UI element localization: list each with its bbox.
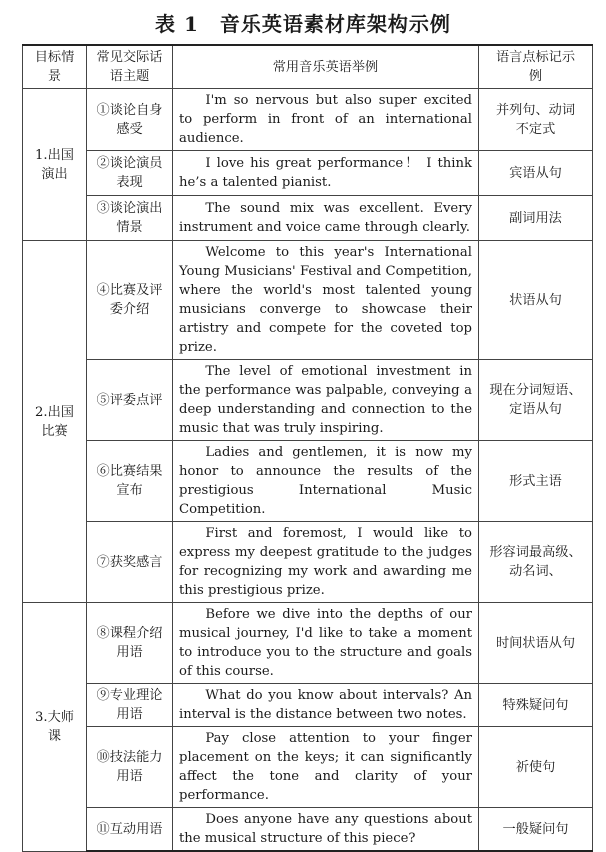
example-cell: What do you know about intervals? An interval is the distance between two notes. (173, 684, 479, 727)
topic-cell: ⑩技法能力用语 (87, 727, 173, 808)
table-row (23, 808, 593, 852)
goal-cell: 1.出国演出 (23, 89, 87, 241)
topic-cell: ⑦获奖感言 (87, 522, 173, 603)
topic-cell: ⑧课程介绍用语 (87, 603, 173, 684)
language-point-cell: 一般疑问句 (479, 808, 593, 852)
header-goal: 目标情景 (23, 45, 87, 89)
language-point-cell: 时间状语从句 (479, 603, 593, 684)
language-point-cell: 宾语从句 (479, 151, 593, 196)
example-cell: Does anyone have any questions about the musical structure of this piece? (173, 808, 479, 852)
example-cell: Pay close attention to your finger placement on the keys; it can significantly affect the tone and clarity of your performance. (173, 727, 479, 808)
language-point-cell: 形容词最高级、动名词、 (479, 522, 593, 603)
material-library-table (22, 44, 593, 852)
topic-cell: ⑥比赛结果宣布 (87, 441, 173, 522)
table-title: 表 1 音乐英语素材库架构示例 (155, 12, 451, 36)
language-point-cell: 现在分词短语、定语从句 (479, 360, 593, 441)
table-row (23, 360, 593, 441)
topic-cell: ⑪互动用语 (87, 808, 173, 852)
topic-cell: ⑤评委点评 (87, 360, 173, 441)
goal-cell: 3.大师课 (23, 603, 87, 852)
header-lang: 语言点标记示例 (479, 45, 593, 89)
language-point-cell: 特殊疑问句 (479, 684, 593, 727)
example-cell: Ladies and gentlemen, it is now my honor to announce the results of the prestigious International Music Competition. (173, 441, 479, 522)
header-topic: 常见交际话语主题 (87, 45, 173, 89)
example-cell: First and foremost, I would like to express my deepest gratitude to the judges for recognizing my work and awarding me this prestigious prize. (173, 522, 479, 603)
table-row (23, 727, 593, 808)
table-row (23, 89, 593, 151)
topic-cell: ③谈论演出情景 (87, 196, 173, 241)
example-cell: The sound mix was excellent. Every instrument and voice came through clearly. (173, 196, 479, 241)
header-row (23, 45, 593, 89)
table-row (23, 241, 593, 360)
table-row (23, 196, 593, 241)
goal-cell: 2.出国比赛 (23, 241, 87, 603)
example-cell: I'm so nervous but also super excited to perform in front of an international audience. (173, 89, 479, 151)
language-point-cell: 形式主语 (479, 441, 593, 522)
language-point-cell: 状语从句 (479, 241, 593, 360)
header-example: 常用音乐英语举例 (173, 45, 479, 89)
table-row (23, 603, 593, 684)
table-row (23, 684, 593, 727)
topic-cell: ⑨专业理论用语 (87, 684, 173, 727)
table-row (23, 441, 593, 522)
example-cell: I love his great performance！ I think he’s a talented pianist. (173, 151, 479, 196)
example-cell: The level of emotional investment in the performance was palpable, conveying a deep understanding and connection to the music that was truly inspiring. (173, 360, 479, 441)
topic-cell: ④比赛及评委介绍 (87, 241, 173, 360)
example-cell: Before we dive into the depths of our musical journey, I'd like to take a moment to introduce you to the structure and goals of this course. (173, 603, 479, 684)
topic-cell: ①谈论自身感受 (87, 89, 173, 151)
language-point-cell: 并列句、动词不定式 (479, 89, 593, 151)
language-point-cell: 祈使句 (479, 727, 593, 808)
topic-cell: ②谈论演员表现 (87, 151, 173, 196)
table-row (23, 522, 593, 603)
table-row (23, 151, 593, 196)
example-cell: Welcome to this year's International Young Musicians' Festival and Competition, where the world's most talented young musicians converge to showcase their artistry and compete for the coveted top prize. (173, 241, 479, 360)
language-point-cell: 副词用法 (479, 196, 593, 241)
